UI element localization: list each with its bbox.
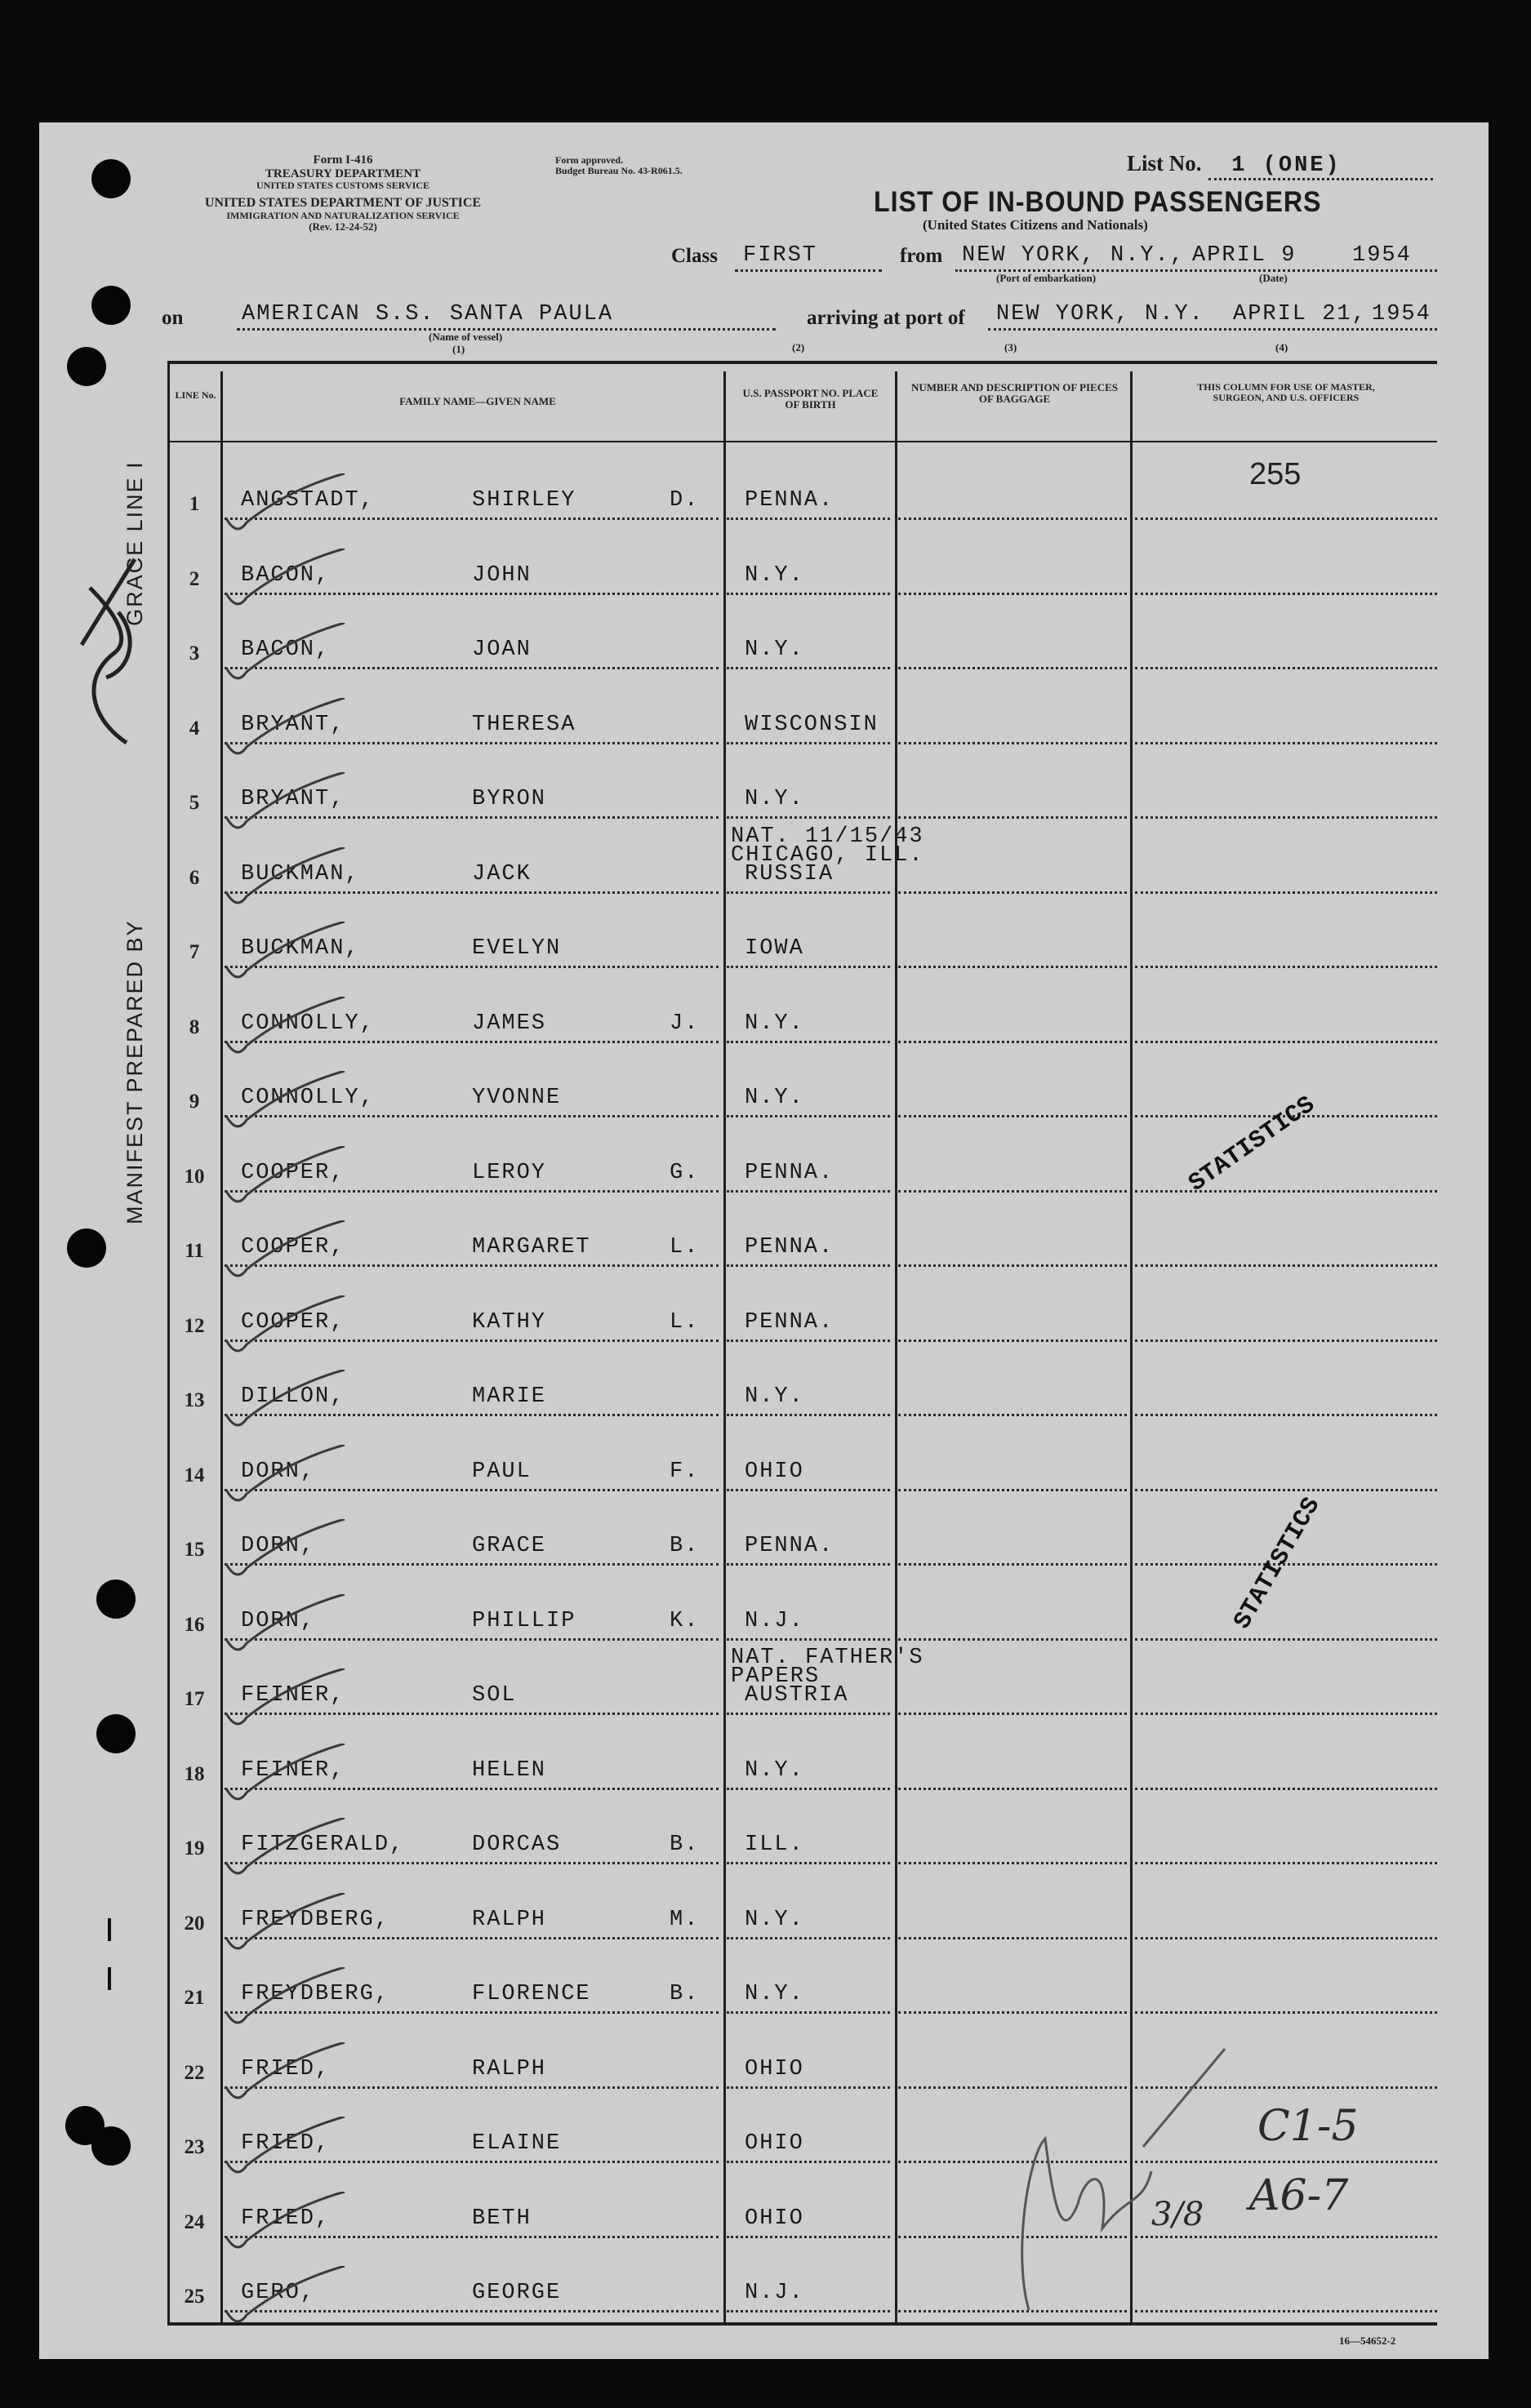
middle-initial: K. [670, 1608, 700, 1633]
vessel-name: AMERICAN S.S. SANTA PAULA [242, 302, 614, 327]
arrival-date: APRIL 21, [1233, 302, 1367, 327]
row-dotted-line [1135, 1638, 1437, 1641]
line-number: 14 [184, 1464, 205, 1486]
class-value: FIRST [743, 243, 818, 268]
class-dots [735, 269, 882, 272]
check-mark [222, 1668, 353, 1734]
check-mark [222, 623, 353, 688]
table-row [0, 1877, 1531, 1950]
place-of-birth: N.J. [745, 2281, 804, 2305]
family-name: GERO, [241, 2281, 316, 2305]
naturalization-note-2: PAPERS [731, 1664, 821, 1689]
line-number: 9 [189, 1091, 200, 1113]
check-mark [222, 1818, 353, 1883]
table-row [0, 1353, 1531, 1427]
family-name: COOPER, [241, 1309, 345, 1335]
form-number: Form I-416 [313, 153, 373, 167]
place-of-birth: ILL. [745, 1833, 804, 1857]
row-dotted-line [1135, 1489, 1437, 1491]
given-name: JAMES [472, 1011, 547, 1036]
row-dotted-line [1135, 2011, 1437, 2014]
check-mark [222, 1744, 353, 1809]
line-number: 8 [189, 1015, 200, 1038]
row-dotted-line [727, 1414, 890, 1416]
given-name: HELEN [472, 1757, 547, 1783]
row-dotted-line [727, 667, 890, 669]
form-approved: Form approved. [555, 154, 624, 166]
row-dotted-line [727, 2310, 890, 2312]
form-agency-header [159, 153, 527, 233]
statistics-stamp: STATISTICS [1184, 1091, 1320, 1198]
given-name: JOAN [472, 638, 532, 662]
row-dotted-line [727, 2086, 890, 2089]
check-mark [222, 997, 353, 1062]
place-of-birth: N.Y. [745, 1384, 804, 1409]
row-dotted-line [898, 966, 1127, 968]
row-dotted-line [727, 966, 890, 968]
row-dotted-line [727, 1937, 890, 1939]
check-mark [222, 1519, 353, 1584]
table-row [0, 1578, 1531, 1651]
arrival-port: NEW YORK, N.Y. [996, 302, 1204, 327]
row-dotted-line [727, 1041, 890, 1043]
port-caption: (Port of embarkation) [996, 272, 1097, 284]
table-row [0, 1130, 1531, 1203]
family-name: FEINER, [241, 1683, 345, 1708]
table-row [0, 824, 1531, 904]
table-row [0, 532, 1531, 606]
given-name: SOL [472, 1683, 517, 1708]
row-dotted-line [1135, 816, 1437, 819]
row-dotted-line [727, 1190, 890, 1193]
row-dotted-line [727, 891, 890, 894]
table-row [0, 606, 1531, 680]
row-dotted-line [898, 518, 1127, 520]
list-no-label: List No. [1127, 151, 1202, 175]
middle-initial: D. [670, 488, 700, 513]
statistics-stamp-2: STATISTICS [1229, 1493, 1327, 1634]
place-of-birth: PENNA. [745, 1160, 834, 1185]
table-row [0, 2026, 1531, 2099]
passenger-table-body [0, 457, 1531, 2326]
on-label: on [162, 307, 184, 329]
check-mark [222, 698, 353, 763]
middle-initial: L. [670, 1309, 700, 1335]
family-name: FRIED, [241, 2056, 331, 2081]
place-of-birth: WISCONSIN [745, 712, 879, 737]
line-number: 13 [184, 1389, 205, 1411]
row-dotted-line [727, 1862, 890, 1864]
family-name: COOPER, [241, 1235, 345, 1260]
family-name: BUCKMAN, [241, 936, 360, 961]
row-dotted-line [898, 1414, 1127, 1416]
family-name: BUCKMAN, [241, 861, 360, 886]
middle-initial: B. [670, 1982, 700, 2006]
table-row [0, 756, 1531, 829]
row-dotted-line [727, 1489, 890, 1491]
given-name: RALPH [472, 2056, 547, 2081]
middle-initial: M. [670, 1907, 700, 1932]
family-name: FRIED, [241, 2131, 331, 2156]
table-row [0, 1428, 1531, 1502]
family-name: CONNOLLY, [241, 1011, 375, 1036]
given-name: GRACE [472, 1534, 547, 1558]
check-mark [222, 2266, 353, 2331]
row-dotted-line [727, 1340, 890, 1342]
row-dotted-line [898, 1713, 1127, 1715]
row-dotted-line [898, 593, 1127, 595]
handwritten-note-3: 3/8 [1151, 2196, 1204, 2233]
line-number: 11 [185, 1240, 204, 1262]
company-name: GRACE LINE I [122, 460, 147, 626]
naturalization-note-2: CHICAGO, ILL. [731, 842, 924, 868]
given-name: KATHY [472, 1309, 547, 1335]
check-mark [222, 1893, 353, 1958]
page-stamp-number: 255 [1249, 457, 1302, 491]
ins-service: IMMIGRATION AND NATURALIZATION SERVICE [226, 209, 460, 221]
table-row [0, 457, 1531, 531]
line-number: 17 [184, 1688, 205, 1710]
col-header-passport: U.S. PASSPORT NO. PLACE OF BIRTH [742, 387, 879, 411]
given-name: FLORENCE [472, 1982, 591, 2006]
justice-dept: UNITED STATES DEPARTMENT OF JUSTICE [204, 196, 482, 211]
line-number: 19 [184, 1837, 205, 1859]
row-dotted-line [898, 1563, 1127, 1566]
family-name: BACON, [241, 562, 331, 588]
row-dotted-line [898, 1937, 1127, 1939]
middle-initial: G. [670, 1160, 700, 1185]
table-row [0, 980, 1531, 1054]
line-number: 25 [184, 2286, 205, 2308]
row-dotted-line [898, 1264, 1127, 1267]
row-dotted-line [898, 1115, 1127, 1117]
handwritten-scrawl [996, 2041, 1241, 2318]
date-caption: (Date) [1259, 272, 1288, 284]
row-dotted-line [727, 1115, 890, 1117]
table-header-rule [167, 441, 1437, 442]
given-name: PAUL [472, 1459, 532, 1484]
family-name: DORN, [241, 1459, 316, 1484]
family-name: BACON, [241, 638, 331, 662]
family-name: FREYDBERG, [241, 1907, 390, 1932]
given-name: PHILLIP [472, 1608, 576, 1633]
place-of-birth: N.Y. [745, 1907, 804, 1932]
line-number: 10 [184, 1165, 205, 1188]
given-name: MARIE [472, 1384, 547, 1409]
from-label: from [900, 245, 943, 267]
arrival-dots [988, 328, 1437, 331]
row-dotted-line [727, 1264, 890, 1267]
place-of-birth: PENNA. [745, 488, 834, 513]
place-of-birth: N.Y. [745, 1982, 804, 2006]
check-mark [222, 847, 353, 913]
family-name: FITZGERALD, [241, 1833, 405, 1857]
line-number: 24 [184, 2210, 205, 2233]
line-number: 20 [184, 1912, 205, 1935]
check-mark [222, 2192, 353, 2257]
row-dotted-line [1135, 1340, 1437, 1342]
list-no-dots [1208, 178, 1433, 180]
row-dotted-line [898, 2011, 1127, 2014]
place-of-birth: OHIO [745, 2131, 804, 2156]
table-row [0, 2250, 1531, 2323]
vessel-caption: (Name of vessel) [429, 331, 503, 343]
line-number: 21 [184, 1987, 205, 2009]
row-dotted-line [727, 1563, 890, 1566]
row-dotted-line [1135, 742, 1437, 744]
check-mark [222, 772, 353, 837]
given-name: MARGARET [472, 1235, 591, 1260]
check-mark [222, 2042, 353, 2108]
embark-year: 1954 [1352, 243, 1412, 268]
row-dotted-line [727, 1713, 890, 1715]
family-name: COOPER, [241, 1160, 345, 1185]
middle-initial: B. [670, 1833, 700, 1857]
given-name: LEROY [472, 1160, 547, 1185]
family-name: DORN, [241, 1608, 316, 1633]
check-mark [222, 922, 353, 987]
given-name: RALPH [472, 1907, 547, 1932]
class-label: Class [671, 245, 718, 267]
family-name: FEINER, [241, 1757, 345, 1783]
table-row [0, 1279, 1531, 1353]
row-dotted-line [727, 518, 890, 520]
row-dotted-line [898, 1340, 1127, 1342]
place-of-birth: N.Y. [745, 1757, 804, 1783]
line-number: 4 [189, 717, 200, 740]
budget-bureau: Budget Bureau No. 43-R061.5. [555, 165, 683, 177]
col4-num: (4) [1275, 341, 1288, 353]
given-name: GEORGE [472, 2281, 562, 2305]
given-name: BETH [472, 2206, 532, 2231]
family-name: ANGSTADT, [241, 488, 375, 513]
family-name: BRYANT, [241, 787, 345, 811]
col-header-name: FAMILY NAME—GIVEN NAME [399, 395, 556, 407]
line-number: 12 [184, 1314, 205, 1337]
handwritten-note-2: A6-7 [1249, 2171, 1349, 2220]
check-mark [222, 1295, 353, 1361]
place-of-birth: OHIO [745, 2056, 804, 2081]
vessel-dots [237, 328, 776, 331]
document-subtitle: (United States Citizens and Nationals) [923, 217, 1148, 233]
row-dotted-line [898, 1041, 1127, 1043]
row-dotted-line [1135, 1937, 1437, 1939]
row-dotted-line [898, 816, 1127, 819]
check-mark [222, 2117, 353, 2182]
row-dotted-line [727, 2161, 890, 2163]
place-of-birth: N.Y. [745, 1011, 804, 1036]
row-dotted-line [1135, 518, 1437, 520]
middle-initial: J. [670, 1011, 700, 1036]
place-of-birth: N.Y. [745, 1086, 804, 1110]
list-no-value: 1 (ONE) [1231, 153, 1342, 178]
middle-initial: B. [670, 1534, 700, 1558]
line-number: 7 [189, 941, 200, 963]
table-row [0, 682, 1531, 755]
middle-initial: L. [670, 1235, 700, 1260]
line-number: 22 [184, 2061, 205, 2084]
naturalization-note: NAT. 11/15/43 [731, 824, 924, 849]
check-mark [222, 1967, 353, 2033]
place-of-birth: PENNA. [745, 1235, 834, 1260]
family-name: CONNOLLY, [241, 1086, 375, 1110]
line-number: 2 [189, 567, 200, 590]
place-of-birth: N.Y. [745, 638, 804, 662]
check-mark [222, 1445, 353, 1510]
form-footer-code: 16—54652-2 [1339, 2335, 1396, 2347]
given-name: JACK [472, 861, 532, 886]
middle-initial: F. [670, 1459, 700, 1484]
line-number: 18 [184, 1762, 205, 1785]
check-mark [222, 1370, 353, 1435]
line-number: 23 [184, 2136, 205, 2158]
row-dotted-line [727, 2011, 890, 2014]
check-mark [222, 1594, 353, 1659]
row-dotted-line [1135, 593, 1437, 595]
row-dotted-line [898, 1190, 1127, 1193]
row-dotted-line [898, 1862, 1127, 1864]
place-of-birth: PENNA. [745, 1309, 834, 1335]
binder-hole [67, 347, 106, 386]
table-row [0, 1951, 1531, 2024]
col-header-baggage: NUMBER AND DESCRIPTION OF PIECES OF BAGGAGE [910, 381, 1119, 406]
place-of-birth: IOWA [745, 936, 804, 961]
list-number [1127, 151, 1342, 178]
row-dotted-line [727, 593, 890, 595]
table-row [0, 1204, 1531, 1277]
vessel-col-num: (1) [452, 343, 465, 355]
table-top-rule [167, 361, 1437, 364]
line-number: 6 [189, 866, 200, 889]
arrival-year: 1954 [1372, 302, 1431, 327]
check-mark [222, 549, 353, 614]
given-name: YVONNE [472, 1086, 562, 1110]
row-dotted-line [898, 667, 1127, 669]
given-name: THERESA [472, 712, 576, 737]
row-dotted-line [1135, 966, 1437, 968]
row-dotted-line [898, 1638, 1127, 1641]
given-name: EVELYN [472, 936, 562, 961]
embark-date: APRIL 9 [1192, 243, 1297, 268]
arriving-label: arriving at port of [807, 307, 965, 329]
table-row [0, 1802, 1531, 1875]
table-row [0, 1646, 1531, 1726]
line-number: 1 [189, 493, 200, 515]
revision: (Rev. 12-24-52) [309, 220, 377, 233]
col3-num: (3) [1004, 341, 1017, 353]
place-of-birth: RUSSIA [745, 861, 834, 886]
place-of-birth: AUSTRIA [745, 1683, 849, 1708]
check-mark [222, 1071, 353, 1136]
customs-service: UNITED STATES CUSTOMS SERVICE [256, 180, 429, 191]
col2-num: (2) [792, 341, 805, 353]
document-title: LIST OF IN-BOUND PASSENGERS [874, 186, 1322, 218]
row-dotted-line [1135, 667, 1437, 669]
naturalization-note: NAT. FATHER'S [731, 1646, 924, 1670]
row-dotted-line [1135, 1264, 1437, 1267]
check-mark [222, 473, 353, 539]
treasury-dept: TREASURY DEPARTMENT [265, 167, 421, 180]
place-of-birth: PENNA. [745, 1534, 834, 1558]
row-dotted-line [898, 1489, 1127, 1491]
place-of-birth: N.Y. [745, 562, 804, 588]
place-of-birth: N.Y. [745, 787, 804, 811]
check-mark [222, 1146, 353, 1211]
family-name: DORN, [241, 1534, 316, 1558]
line-number: 5 [189, 792, 200, 814]
line-number: 15 [184, 1539, 205, 1561]
given-name: ELAINE [472, 2131, 562, 2156]
given-name: SHIRLEY [472, 488, 576, 513]
col-header-officers: THIS COLUMN FOR USE OF MASTER, SURGEON, AND U.S. OFFICERS [1197, 381, 1375, 404]
row-dotted-line [727, 2236, 890, 2238]
given-name: BYRON [472, 787, 547, 811]
family-name: FREYDBERG, [241, 1982, 390, 2006]
row-dotted-line [727, 1788, 890, 1790]
family-name: BRYANT, [241, 712, 345, 737]
family-name: DILLON, [241, 1384, 345, 1409]
row-dotted-line [727, 742, 890, 744]
row-dotted-line [1135, 1414, 1437, 1416]
row-dotted-line [898, 1788, 1127, 1790]
row-dotted-line [898, 891, 1127, 894]
embark-port: NEW YORK, N.Y., [962, 243, 1186, 268]
row-dotted-line [1135, 1862, 1437, 1864]
family-name: FRIED, [241, 2206, 331, 2231]
given-name: JOHN [472, 562, 532, 588]
handwritten-note-1: C1-5 [1257, 2102, 1359, 2151]
approval-block [555, 155, 683, 176]
table-row [0, 905, 1531, 979]
row-dotted-line [898, 742, 1127, 744]
row-dotted-line [1135, 1713, 1437, 1715]
place-of-birth: OHIO [745, 2206, 804, 2231]
check-mark [222, 1220, 353, 1286]
line-number: 3 [189, 642, 200, 664]
given-name: DORCAS [472, 1833, 562, 1857]
col-header-line: LINE No. [175, 389, 216, 401]
row-dotted-line [727, 816, 890, 819]
row-dotted-line [727, 1638, 890, 1641]
manifest-prepared-by: MANIFEST PREPARED BY [122, 919, 147, 1224]
row-dotted-line [1135, 1788, 1437, 1790]
row-dotted-line [1135, 891, 1437, 894]
row-dotted-line [1135, 1041, 1437, 1043]
row-dotted-line [1135, 1190, 1437, 1193]
line-number: 16 [184, 1613, 205, 1636]
place-of-birth: N.J. [745, 1608, 804, 1633]
place-of-birth: OHIO [745, 1459, 804, 1484]
table-row [0, 1727, 1531, 1801]
